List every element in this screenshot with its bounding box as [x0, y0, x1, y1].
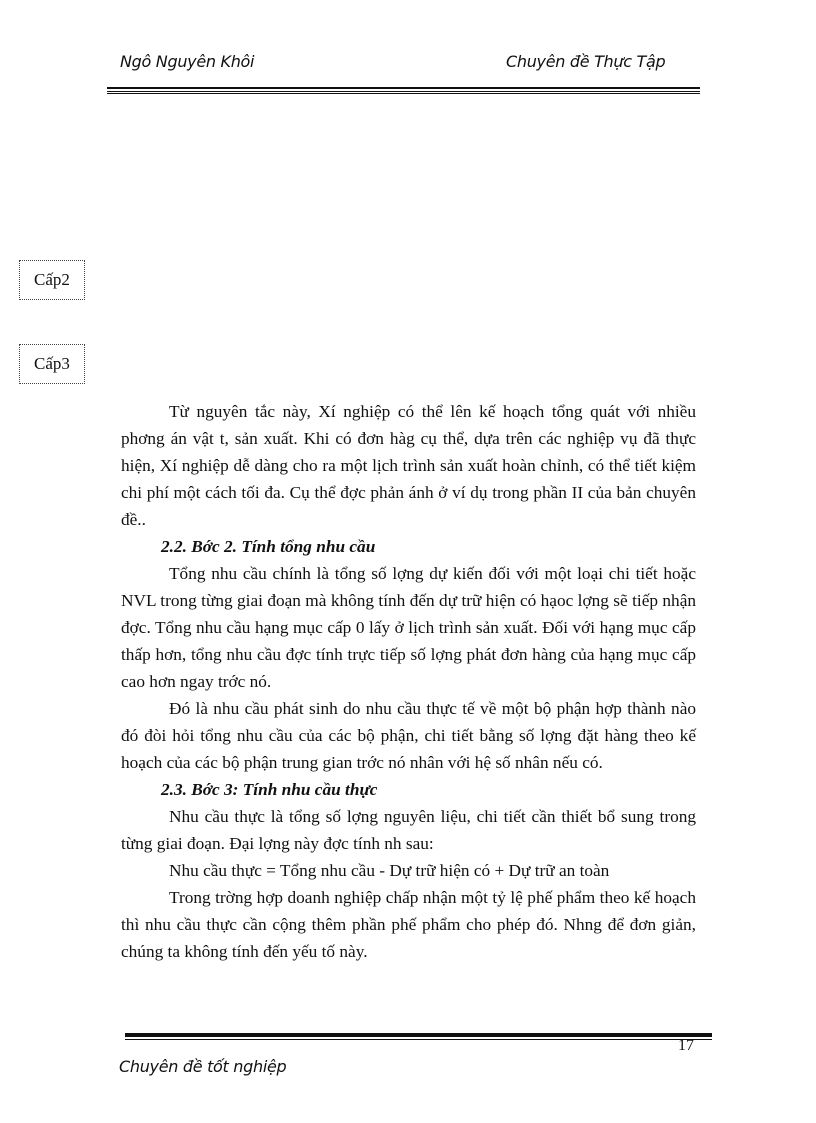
margin-tag-cap2: Cấp2: [19, 260, 85, 300]
page-number: 17: [678, 1037, 694, 1054]
footer-rule: [125, 1033, 712, 1040]
header-report-title: Chuyên đề Thực Tập: [506, 52, 666, 71]
header-rule: [107, 87, 700, 94]
header-author: Ngô Nguyên Khôi: [120, 52, 255, 71]
section-heading-2-3: 2.3. Bớc 3: Tính nhu cầu thực: [161, 780, 378, 799]
margin-tag-cap3: Cấp3: [19, 344, 85, 384]
paragraph-4: Nhu cầu thực là tổng số lợng nguyên liệu, chi tiết cần thiết bổ sung trong từng giai đoạn. Đại lợng này đợc tính nh sau:: [121, 807, 696, 853]
paragraph-2: Tổng nhu cầu chính là tổng số lợng dự kiến đối với một loại chi tiết hoặc NVL trong từng giai đoạn mà không tính đến dự trữ hiện có hạoc lợng sẽ tiếp nhận đợc. Tổng nhu cầu hạng mục cấp 0 lấy ở lịch trình sản xuất. Đối với hạng mục cấp thấp hơn, tổng nhu cầu đợc tính trực tiếp số lợng phát đơn hàng của hạng mục cấp cao hơn ngay trớc nó.: [121, 564, 696, 691]
paragraph-1: Từ nguyên tắc này, Xí nghiệp có thể lên kế hoạch tổng quát với nhiều phơng án vật t, sản xuất. Khi có đơn hàg cụ thể, dựa trên các nghiệp vụ đã thực hiện, Xí nghiệp dễ dàng cho ra một lịch trình sản xuất hoàn chỉnh, có thể tiết kiệm chi phí một cách tối đa. Cụ thể đợc phản ánh ở ví dụ trong phần II của bản chuyên đề..: [121, 402, 696, 529]
footer-label: Chuyên đề tốt nghiệp: [119, 1057, 287, 1076]
paragraph-3: Đó là nhu cầu phát sinh do nhu cầu thực tế về một bộ phận hợp thành nào đó đòi hỏi tổng nhu cầu của các bộ phận, chi tiết bằng số lợng đặt hàng theo kế hoạch của các bộ phận trung gian trớc nó nhân với hệ số nhân nếu có.: [121, 699, 696, 772]
document-body: [121, 398, 696, 965]
paragraph-5: Trong trờng hợp doanh nghiệp chấp nhận một tỷ lệ phế phẩm theo kế hoạch thì nhu cầu thực cần cộng thêm phần phế phẩm cho phép đó. Nhng để đơn giản, chúng ta không tính đến yếu tố này.: [121, 888, 696, 961]
formula-line: Nhu cầu thực = Tổng nhu cầu - Dự trữ hiện có + Dự trữ an toàn: [169, 861, 610, 880]
section-heading-2-2: 2.2. Bớc 2. Tính tổng nhu cầu: [161, 537, 376, 556]
